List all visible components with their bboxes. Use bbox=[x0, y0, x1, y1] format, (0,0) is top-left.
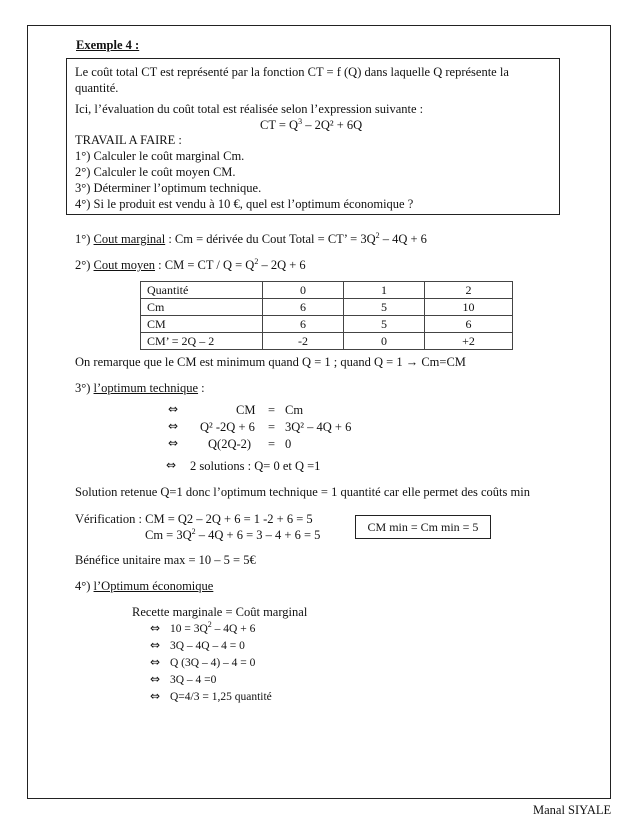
verification-formula: Cm = 3Q bbox=[145, 528, 192, 542]
author-footer: Manal SIYALE bbox=[533, 803, 612, 817]
equivalence-icon: ⇔ bbox=[166, 458, 177, 472]
section-title: Cout marginal bbox=[93, 232, 166, 246]
ct-formula bbox=[260, 118, 362, 133]
table-cell: 6 bbox=[425, 316, 513, 333]
cm-min-box bbox=[355, 515, 491, 539]
table-cell: Cm bbox=[141, 299, 263, 316]
table-cell: -2 bbox=[263, 333, 344, 350]
exponent: 2 bbox=[375, 230, 380, 240]
economic-step-1-rest: – 4Q + 6 bbox=[211, 623, 256, 635]
problem-line-2: quantité. bbox=[75, 81, 119, 95]
cm-min-text: CM min = Cm min = 5 bbox=[367, 519, 479, 534]
verification-line-1: Vérification : CM = Q2 – 2Q + 6 = 1 -2 + 6 = 5 bbox=[75, 512, 313, 526]
average-cost-formula: : CM = CT / Q = Q bbox=[155, 258, 255, 272]
equation-right: Cm bbox=[285, 403, 304, 417]
table-cell: 5 bbox=[344, 316, 425, 333]
economic-step-1-base: 10 = 3Q bbox=[170, 623, 208, 635]
table-cell: Quantité bbox=[141, 282, 263, 299]
table-row bbox=[141, 282, 513, 299]
equation-equals: = bbox=[268, 420, 276, 434]
retained-solution: Solution retenue Q=1 donc l’optimum technique = 1 quantité car elle permet des coûts min bbox=[75, 485, 530, 499]
remark-line: On remarque que le CM est minimum quand Q = 1 ; quand Q = 1 → Cm=CM bbox=[75, 355, 466, 369]
section-number: 3°) bbox=[75, 381, 94, 395]
exponent: 2 bbox=[207, 620, 212, 630]
table-cell: 10 bbox=[425, 299, 513, 316]
section-colon: : bbox=[198, 381, 205, 395]
table-cell: +2 bbox=[425, 333, 513, 350]
equivalence-icon: ⇔ bbox=[150, 672, 161, 686]
table-cell: 6 bbox=[263, 299, 344, 316]
table-cell: 6 bbox=[263, 316, 344, 333]
section-title: l’Optimum économique bbox=[93, 579, 214, 593]
section-number: 2°) bbox=[75, 258, 94, 272]
section-number: 4°) bbox=[75, 579, 94, 593]
task-item: 4°) Si le produit est vendu à 10 €, quel est l’optimum économique ? bbox=[75, 197, 414, 211]
economic-optimum-heading bbox=[75, 579, 213, 594]
equivalence-icon: ⇔ bbox=[150, 638, 161, 652]
table-row bbox=[141, 316, 513, 333]
economic-step-3: Q (3Q – 4) – 4 = 0 bbox=[170, 657, 256, 669]
marginal-cost-line bbox=[75, 232, 427, 247]
table-cell: 2 bbox=[425, 282, 513, 299]
table-cell: 0 bbox=[263, 282, 344, 299]
equivalence-icon: ⇔ bbox=[168, 436, 179, 450]
tasks-title: TRAVAIL A FAIRE : bbox=[75, 133, 182, 147]
average-cost-formula-rest: – 2Q + 6 bbox=[258, 258, 306, 272]
table-cell: CM’ = 2Q – 2 bbox=[141, 333, 263, 350]
equivalence-icon: ⇔ bbox=[150, 655, 161, 669]
marginal-cost-formula-rest: – 4Q + 6 bbox=[379, 232, 427, 246]
problem-line-3: Ici, l’évaluation du coût total est réalisée selon l’expression suivante : bbox=[75, 102, 424, 116]
equation-left: Q² -2Q + 6 bbox=[200, 420, 255, 434]
economic-step-2: 3Q – 4Q – 4 = 0 bbox=[170, 640, 245, 652]
equation-equals: = bbox=[268, 403, 276, 417]
section-title: l’optimum technique bbox=[93, 381, 199, 395]
ct-formula-base: CT = Q bbox=[260, 118, 299, 132]
technical-optimum-heading bbox=[75, 381, 205, 396]
average-cost-line bbox=[75, 258, 306, 273]
section-number: 1°) bbox=[75, 232, 94, 246]
equation-right: 3Q² – 4Q + 6 bbox=[285, 420, 352, 434]
section-title: Cout moyen bbox=[93, 258, 156, 272]
task-item: 2°) Calculer le coût moyen CM. bbox=[75, 165, 236, 179]
ct-formula-exponent: 3 bbox=[298, 116, 303, 126]
solutions-line: 2 solutions : Q= 0 et Q =1 bbox=[190, 459, 321, 473]
table-cell: 1 bbox=[344, 282, 425, 299]
equivalence-icon: ⇔ bbox=[168, 402, 179, 416]
unit-profit-line: Bénéfice unitaire max = 10 – 5 = 5€ bbox=[75, 553, 256, 567]
equation-equals: = bbox=[268, 437, 276, 451]
exponent: 2 bbox=[191, 526, 196, 536]
equation-right: 0 bbox=[285, 437, 292, 451]
example-heading: Exemple 4 : bbox=[76, 38, 140, 52]
cost-table bbox=[140, 281, 513, 350]
verification-line-2 bbox=[145, 528, 320, 543]
economic-step-5: Q=4/3 = 1,25 quantité bbox=[170, 691, 272, 703]
equivalence-icon: ⇔ bbox=[150, 621, 161, 635]
table-cell: 5 bbox=[344, 299, 425, 316]
table-cell: 0 bbox=[344, 333, 425, 350]
problem-line-1: Le coût total CT est représenté par la fonction CT = f (Q) dans laquelle Q représente la bbox=[75, 65, 509, 79]
equation-left: CM bbox=[236, 403, 256, 417]
verification-formula-rest: – 4Q + 6 = 3 – 4 + 6 = 5 bbox=[195, 528, 321, 542]
task-item: 3°) Déterminer l’optimum technique. bbox=[75, 181, 262, 195]
equivalence-icon: ⇔ bbox=[168, 419, 179, 433]
table-cell: CM bbox=[141, 316, 263, 333]
economic-step-4: 3Q – 4 =0 bbox=[170, 674, 217, 686]
table-row bbox=[141, 299, 513, 316]
economic-step-1 bbox=[170, 620, 256, 635]
ct-formula-rest: – 2Q² + 6Q bbox=[302, 118, 363, 132]
marginal-revenue-equation: Recette marginale = Coût marginal bbox=[132, 605, 308, 619]
equation-left: Q(2Q-2) bbox=[208, 437, 252, 451]
table-row bbox=[141, 333, 513, 350]
equivalence-icon: ⇔ bbox=[150, 689, 161, 703]
marginal-cost-formula: : Cm = dérivée du Cout Total = CT’ = 3Q bbox=[165, 232, 376, 246]
task-item: 1°) Calculer le coût marginal Cm. bbox=[75, 149, 245, 163]
exponent: 2 bbox=[254, 256, 259, 266]
